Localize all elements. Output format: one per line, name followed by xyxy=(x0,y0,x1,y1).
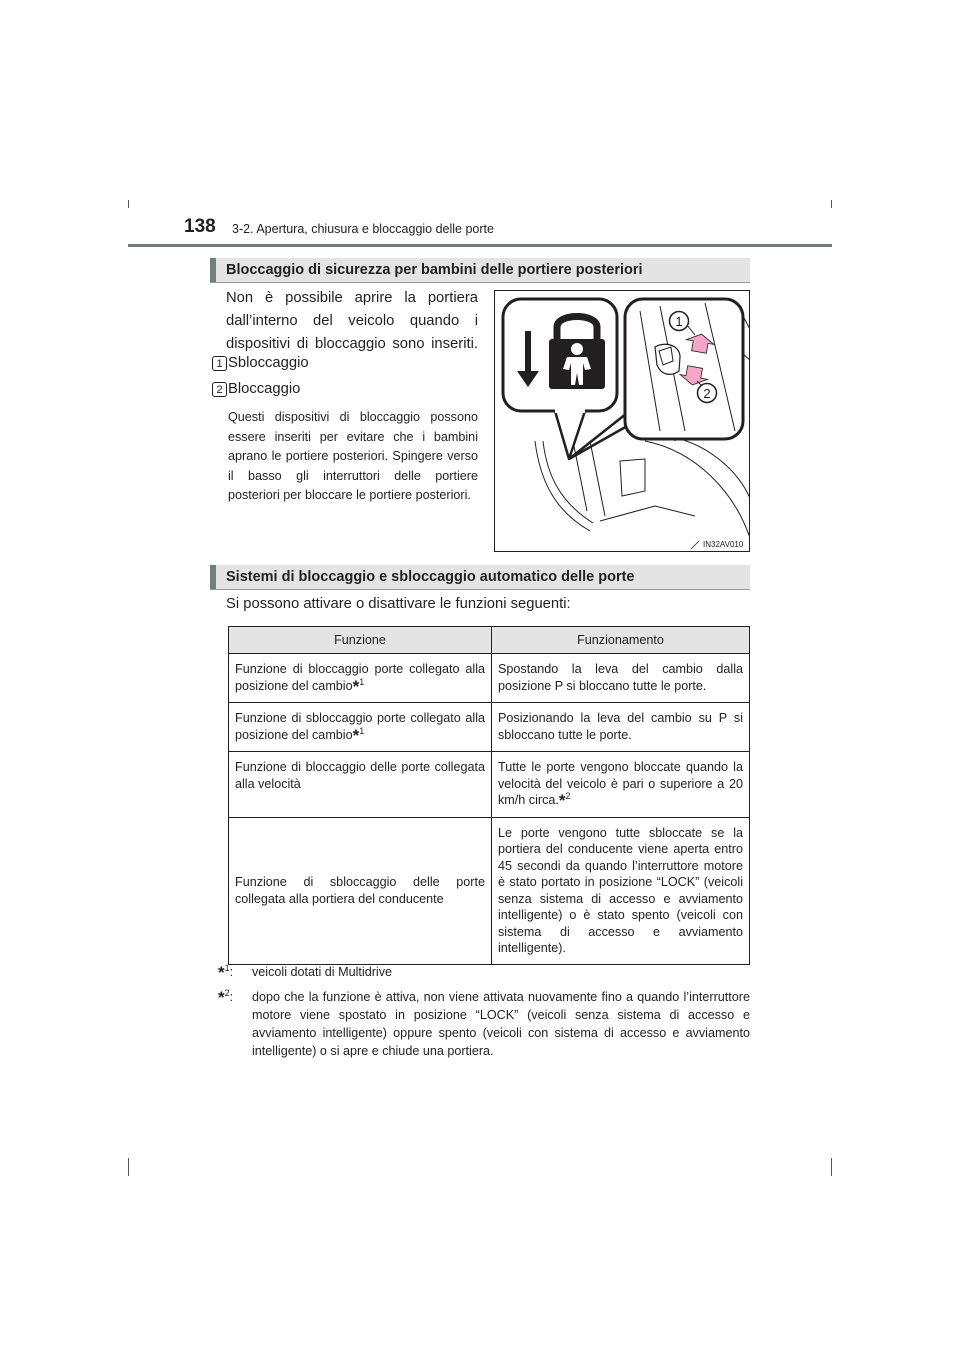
page-number: 138 xyxy=(184,216,216,237)
section-title: Sistemi di bloccaggio e sbloccaggio automatico delle porte xyxy=(226,569,635,585)
table-row xyxy=(229,752,750,818)
section-title: Bloccaggio di sicurezza per bambini delle portiere posteriori xyxy=(226,262,643,278)
table-cell-function: Funzione di bloccaggio porte collegato alla posizione del cambio*$^1$ xyxy=(229,654,492,703)
table-cell-function: Funzione di bloccaggio delle porte collegata alla velocità xyxy=(229,752,492,818)
figure-code: IN32AV010 xyxy=(703,540,744,549)
crop-mark xyxy=(831,1158,832,1176)
footnote-text: veicoli dotati di Multidrive xyxy=(252,965,392,979)
table-row xyxy=(229,654,750,703)
crop-mark xyxy=(128,1158,129,1176)
section-marker xyxy=(210,565,216,589)
item-label-lock: Bloccaggio xyxy=(228,381,301,397)
table-row xyxy=(229,703,750,752)
door-illustration xyxy=(495,291,750,552)
child-lock-illustration xyxy=(494,290,750,552)
table-cell-function: Funzione di sbloccaggio porte collegato alla posizione del cambio*$^1$ xyxy=(229,703,492,752)
crop-mark xyxy=(128,200,129,208)
footnote-mark: *$^2$: xyxy=(218,987,234,1007)
column-header: Funzionamento xyxy=(492,627,750,654)
section-intro: Non è possibile aprire la portiera dall’interno del veicolo quando i dispositivi di bloccaggio sono inseriti. xyxy=(226,290,478,352)
table-row xyxy=(229,817,750,964)
callout-1: 1 xyxy=(675,314,683,329)
column-header: Funzione xyxy=(229,627,492,654)
section-note: Questi dispositivi di bloccaggio possono essere inseriti per evitare che i bambini aprano le portiere posteriori. Spingere verso il basso gli interruttori delle portiere posteriori per bloccare le portiere posteriori. xyxy=(228,410,478,502)
section-heading-child-lock xyxy=(210,258,750,283)
footnote-text: dopo che la funzione è attiva, non viene attivata nuovamente fino a quando l’interruttore motore viene spostato in posizione “LOCK” (veicoli senza sistema di accesso e avviamento intelligente) oppure spento (veicoli con sistema di accesso e avviamento intelligente) o si apre e chiude una portiera. xyxy=(252,990,750,1058)
section-marker xyxy=(210,258,216,282)
table-cell-operation: Le porte vengono tutte sbloccate se la portiera del conducente viene aperta entro 45 secondi da quando l’interruttore motore è stato portato in posizione “LOCK” (veicoli senza sistema di accesso e avviamento intelligente) o è stato spento (veicoli con sistema di accesso e avviamento intelligente). xyxy=(492,817,750,964)
section-intro: Si possono attivare o disattivare le funzioni seguenti: xyxy=(226,596,571,612)
item-number-badge: 2 xyxy=(212,382,227,397)
footnote xyxy=(218,988,750,1060)
running-head: 3-2. Apertura, chiusura e bloccaggio delle porte xyxy=(232,222,494,236)
table-cell-operation: Spostando la leva del cambio dalla posizione P si bloccano tutte le porte. xyxy=(492,654,750,703)
section-heading-auto-lock xyxy=(210,565,750,590)
table-header-row xyxy=(229,627,750,654)
functions-table xyxy=(228,626,750,965)
callout-2: 2 xyxy=(703,386,711,401)
table-cell-function: Funzione di sbloccaggio delle porte collegata alla portiera del conducente xyxy=(229,817,492,964)
header-rule xyxy=(128,244,832,247)
item-number-badge: 1 xyxy=(212,356,227,371)
table-cell-operation: Tutte le porte vengono bloccate quando la velocità del veicolo è pari o superiore a 20 km/h circa.*$^2$ xyxy=(492,752,750,818)
crop-mark xyxy=(831,200,832,208)
item-label-unlock: Sbloccaggio xyxy=(228,355,309,371)
footnote xyxy=(218,963,750,981)
footnote-mark: *$^1$: xyxy=(218,962,234,982)
table-cell-operation: Posizionando la leva del cambio su P si sbloccano tutte le porte. xyxy=(492,703,750,752)
